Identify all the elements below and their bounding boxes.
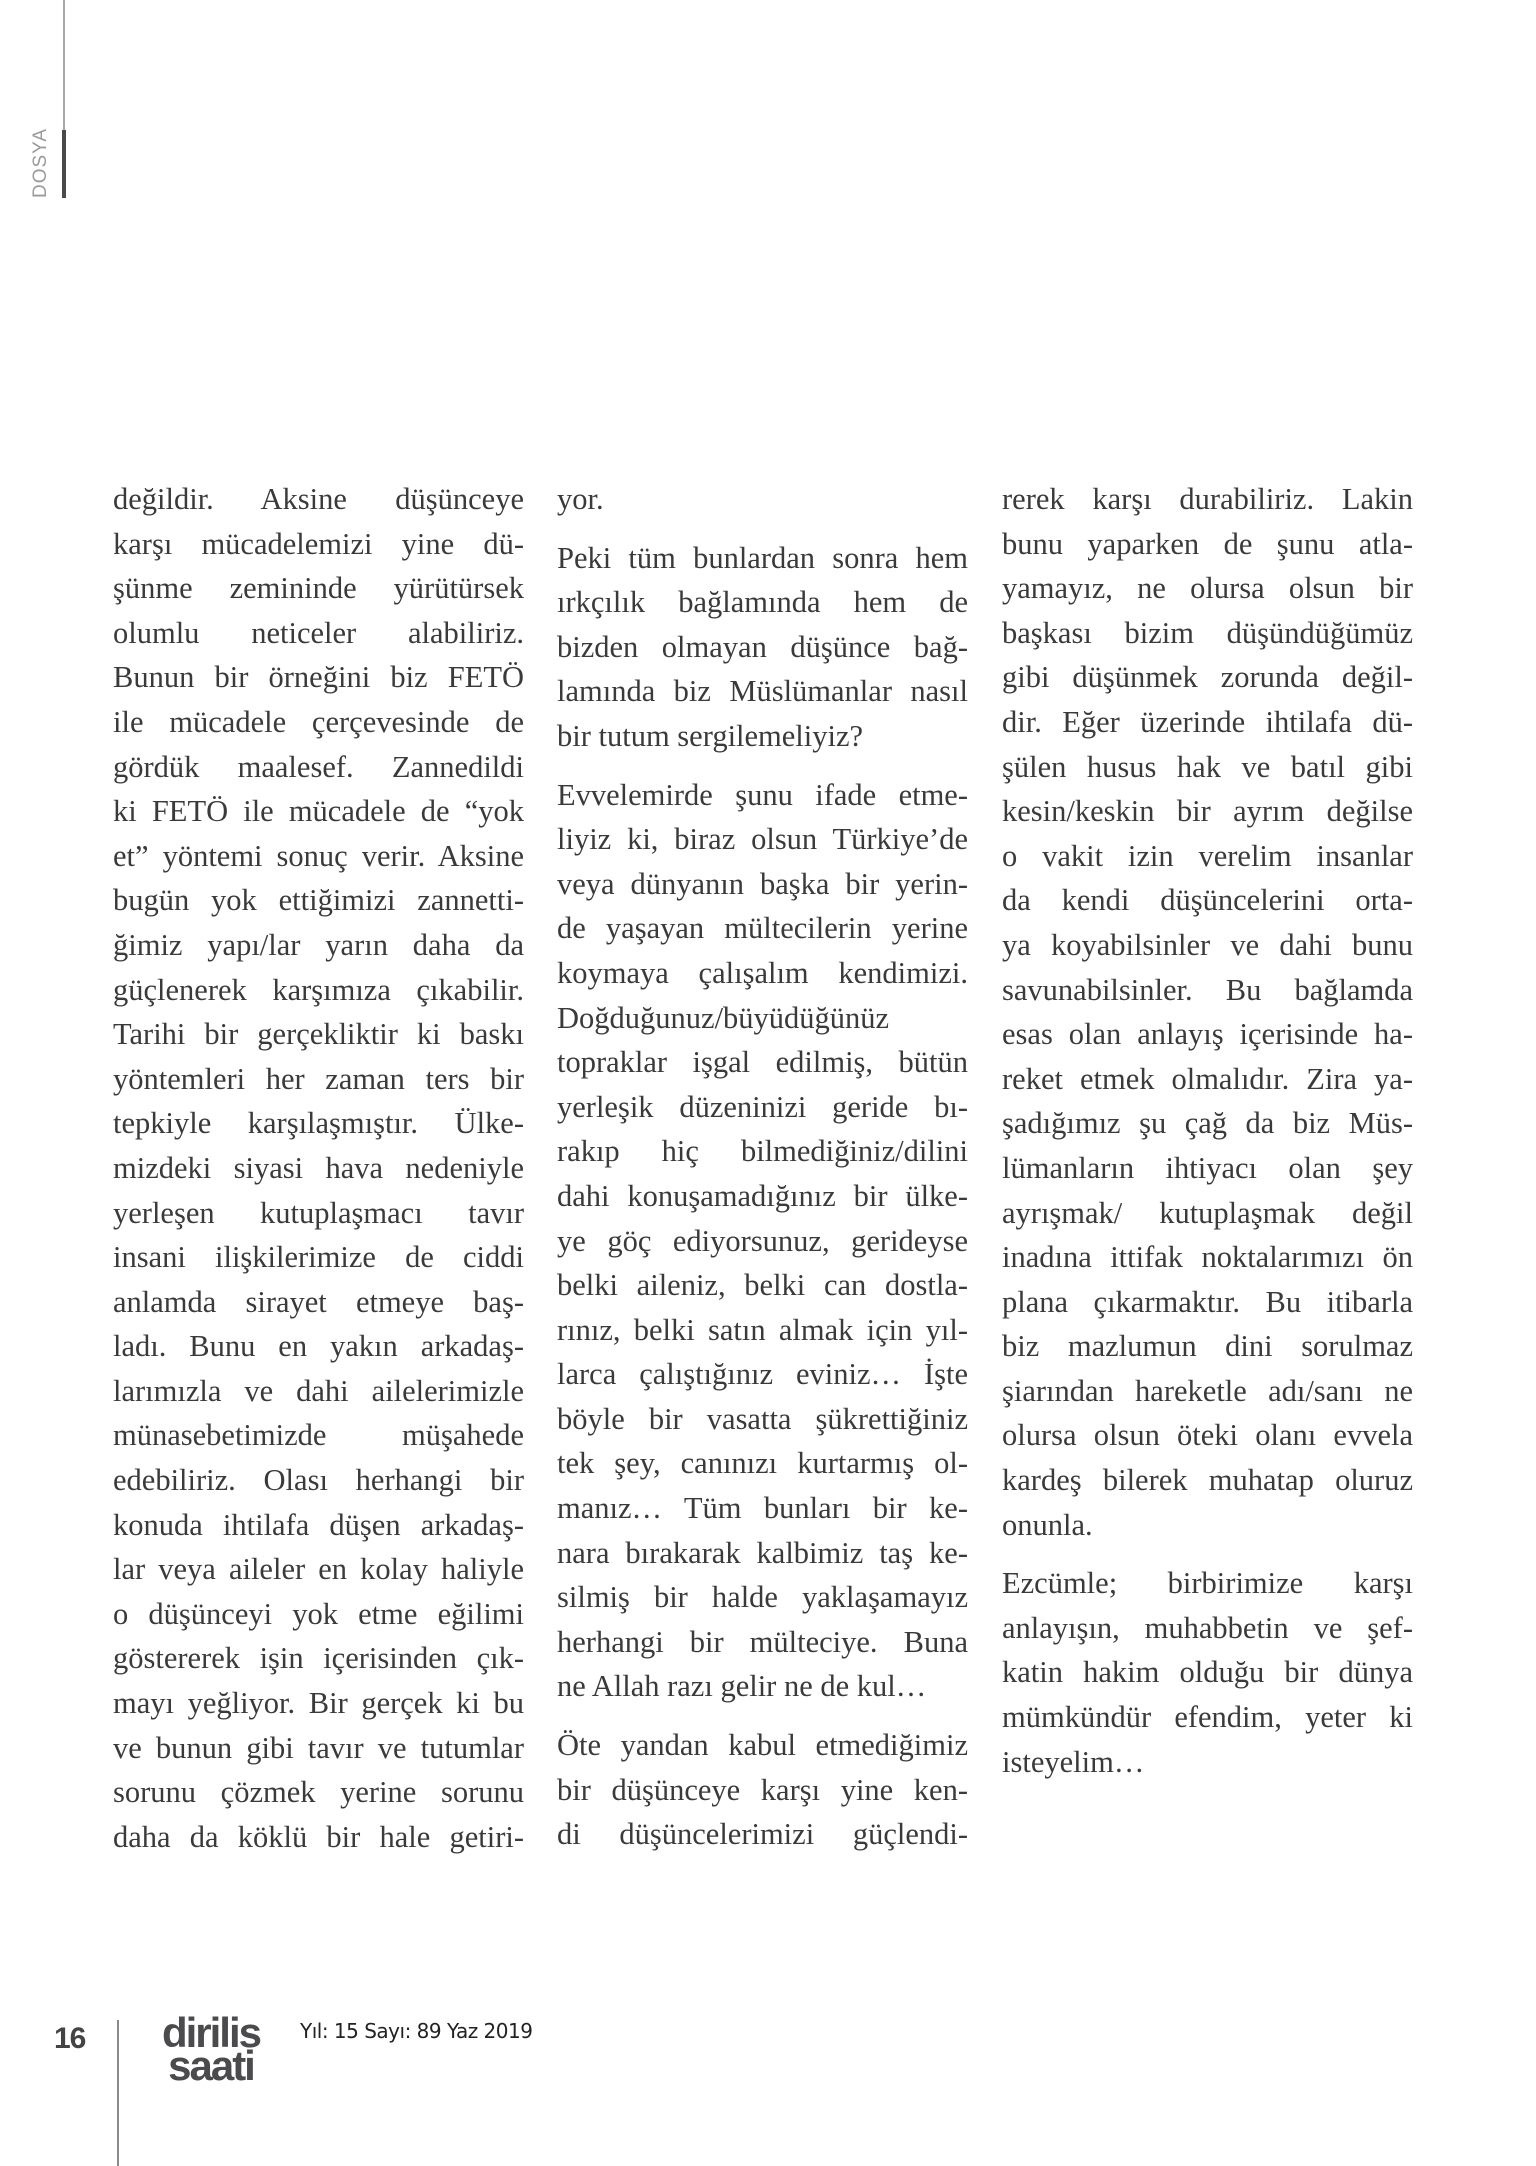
text-line: ile mücadele çerçevesinde de [113, 704, 524, 739]
text-line: inadına ittifak noktalarımızı ön [1002, 1240, 1413, 1275]
paragraph [557, 477, 968, 522]
text-line: reket etmek olmalıdır. Zira ya- [1002, 1061, 1413, 1096]
text-line: olursa olsun öteki olanı evvela [1002, 1418, 1413, 1453]
text-line: tek şey, canınızı kurtarmış ol- [557, 1446, 968, 1481]
article-column-2 [557, 477, 968, 1871]
text-line: sorunu çözmek yerine sorunu [113, 1775, 524, 1810]
text-line: şülen husus hak ve batıl gibi [1002, 749, 1413, 784]
article-column-3 [1002, 477, 1413, 1798]
text-line: yerleşen kutuplaşmacı tavır [113, 1195, 524, 1230]
text-line: manız… Tüm bunları bir ke- [557, 1491, 968, 1526]
text-line: rerek karşı durabiliriz. Lakin [1002, 482, 1413, 516]
text-line: larca çalıştığınız eviniz… İşte [557, 1357, 968, 1392]
text-line: ne Allah razı gelir ne de kul… [557, 1669, 927, 1704]
section-rule-marker [62, 130, 66, 198]
text-line: insani ilişkilerimize de ciddi [113, 1240, 524, 1275]
text-line: Tarihi bir gerçekliktir ki baskı [113, 1017, 524, 1052]
text-line: lamında biz Müslümanlar nasıl [557, 674, 968, 709]
text-line: Öte yandan kabul etmediğimiz [557, 1728, 968, 1763]
text-line: larımızla ve dahi ailelerimizle [113, 1373, 524, 1408]
text-line: mümkündür efendim, yeter ki [1002, 1700, 1413, 1735]
text-line: da kendi düşüncelerini orta- [1002, 883, 1413, 918]
text-line: bir tutum sergilemeliyiz? [557, 718, 864, 753]
text-line: değildir. Aksine düşünceye [113, 482, 524, 516]
text-line: böyle bir vasatta şükrettiğiniz [557, 1401, 968, 1436]
text-line: rınız, belki satın almak için yıl- [557, 1312, 968, 1347]
paragraph [557, 536, 968, 759]
text-line: nara bırakarak kalbimiz taş ke- [557, 1535, 968, 1570]
text-line: di düşüncelerimizi güçlendi- [557, 1817, 968, 1852]
text-line: silmiş bir halde yaklaşamayız [557, 1580, 968, 1615]
text-line: daha da köklü bir hale getiri- [113, 1819, 524, 1854]
text-line: ya koyabilsinler ve dahi bunu [1002, 927, 1413, 962]
article-column-1 [113, 477, 524, 1873]
text-line: bugün yok ettiğimizi zannetti- [113, 883, 524, 918]
text-line: şadığımız şu çağ da biz Müs- [1002, 1106, 1413, 1141]
text-line: yöntemleri her zaman ters bir [113, 1061, 524, 1096]
text-line: edebiliriz. Olası herhangi bir [113, 1463, 524, 1498]
text-line: yerleşik düzeninizi geride bı- [557, 1089, 968, 1124]
text-line: anlamda sirayet etmeye baş- [113, 1284, 524, 1319]
section-label: DOSYA [30, 127, 51, 198]
text-line: yor. [557, 482, 604, 516]
text-line: rakıp hiç bilmediğiniz/dilini [557, 1134, 968, 1169]
text-line: dahi konuşamadığınız bir ülke- [557, 1178, 968, 1213]
text-line: Evvelemirde şunu ifade etme- [557, 777, 968, 812]
text-line: güçlenerek karşımıza çıkabilir. [113, 972, 524, 1007]
text-line: kardeş bilerek muhatap oluruz [1002, 1463, 1413, 1498]
text-line: topraklar işgal edilmiş, bütün [557, 1045, 968, 1080]
text-line: mayı yeğliyor. Bir gerçek ki bu [113, 1686, 524, 1721]
text-line: ki FETÖ ile mücadele de “yok [113, 794, 524, 829]
text-line: belki aileniz, belki can dostla- [557, 1268, 968, 1303]
text-line: Doğduğunuz/büyüdüğünüz [557, 1000, 890, 1035]
text-line: de yaşayan mültecilerin yerine [557, 911, 968, 946]
text-line: Peki tüm bunlardan sonra hem [557, 540, 968, 575]
text-line: ırkçılık bağlamında hem de [557, 585, 968, 620]
text-line: bunu yaparken de şunu atla- [1002, 526, 1413, 561]
footer-divider [117, 2020, 119, 2166]
text-line: göstererek işin içerisinden çık- [113, 1641, 524, 1676]
text-line: şiarından hareketle adı/sanı ne [1002, 1373, 1413, 1408]
issue-info: Yıl: 15 Sayı: 89 Yaz 2019 [300, 2019, 533, 2043]
logo-line-1: dirilis [161, 2009, 261, 2056]
text-line: anlayışın, muhabbetin ve şef- [1002, 1610, 1413, 1645]
text-line: plana çıkarmaktır. Bu itibarla [1002, 1284, 1413, 1319]
text-line: biz mazlumun dini sorulmaz [1002, 1329, 1413, 1364]
text-line: ve bunun gibi tavır ve tutumlar [113, 1730, 524, 1765]
logo-line-2: saati [168, 2042, 254, 2089]
text-line: karşı mücadelemizi yine dü- [113, 526, 524, 561]
text-line: mizdeki siyasi hava nedeniyle [113, 1150, 524, 1185]
text-line: yamayız, ne olursa olsun bir [1002, 571, 1413, 606]
text-line: o vakit izin verelim insanlar [1002, 838, 1413, 873]
text-line: o düşünceyi yok etme eğilimi [113, 1596, 524, 1631]
text-line: koymaya çalışalım kendimizi. [557, 955, 968, 990]
text-line: herhangi bir mülteciye. Buna [557, 1624, 968, 1659]
magazine-logo [151, 2009, 271, 2089]
paragraph [1002, 1561, 1413, 1784]
text-line: gibi düşünmek zorunda değil- [1002, 660, 1413, 695]
text-line: ye göç ediyorsunuz, gerideyse [557, 1223, 968, 1258]
text-line: isteyelim… [1002, 1744, 1145, 1779]
text-line: bir düşünceye karşı yine ken- [557, 1772, 968, 1807]
section-rule [63, 0, 65, 132]
page-number: 16 [54, 2022, 86, 2055]
text-line: lümanların ihtiyacı olan şey [1002, 1150, 1413, 1185]
text-line: veya dünyanın başka bir yerin- [557, 866, 968, 901]
text-line: lar veya aileler en kolay haliyle [113, 1552, 524, 1587]
paragraph [557, 1723, 968, 1857]
text-line: dir. Eğer üzerinde ihtilafa dü- [1002, 704, 1413, 739]
text-line: konuda ihtilafa düşen arkadaş- [113, 1507, 524, 1542]
text-line: ğimiz yapı/lar yarın daha da [113, 927, 524, 962]
text-line: başkası bizim düşündüğümüz [1002, 615, 1413, 650]
text-line: tepkiyle karşılaşmıştır. Ülke- [113, 1106, 524, 1141]
text-line: gördük maalesef. Zannedildi [113, 749, 524, 784]
text-line: münasebetimizde müşahede [113, 1418, 524, 1453]
paragraph [113, 477, 524, 1859]
text-line: savunabilsinler. Bu bağlamda [1002, 972, 1413, 1007]
text-line: katin hakim olduğu bir dünya [1002, 1655, 1413, 1690]
paragraph [1002, 477, 1413, 1547]
text-line: olumlu neticeler alabiliriz. [113, 615, 524, 650]
text-line: onunla. [1002, 1507, 1093, 1542]
text-line: kesin/keskin bir ayrım değilse [1002, 794, 1413, 829]
text-line: ladı. Bunu en yakın arkadaş- [113, 1329, 524, 1364]
text-line: Bunun bir örneğini biz FETÖ [113, 660, 524, 695]
paragraph [557, 773, 968, 1709]
text-line: esas olan anlayış içerisinde ha- [1002, 1017, 1413, 1052]
text-line: et” yöntemi sonuç verir. Aksine [113, 838, 524, 873]
text-line: Ezcümle; birbirimize karşı [1002, 1566, 1413, 1601]
text-line: ayrışmak/ kutuplaşmak değil [1002, 1195, 1413, 1230]
text-line: liyiz ki, biraz olsun Türkiye’de [557, 822, 968, 857]
text-line: bizden olmayan düşünce bağ- [557, 629, 968, 664]
text-line: şünme zemininde yürütürsek [113, 571, 524, 606]
